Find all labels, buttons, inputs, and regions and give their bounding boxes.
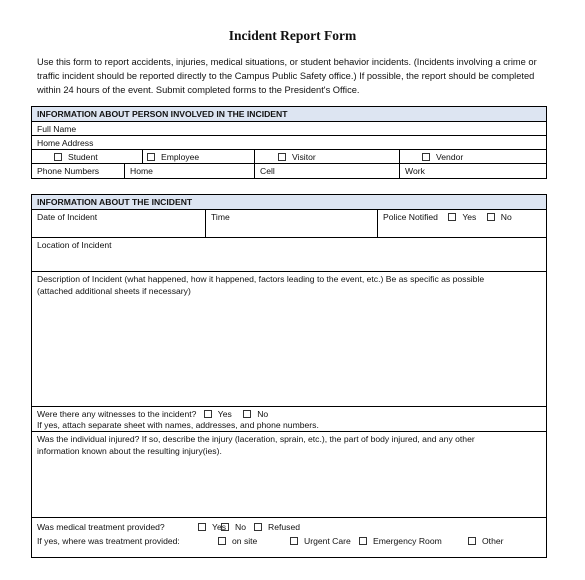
person-info-table xyxy=(31,106,547,179)
police-no-label: No xyxy=(500,212,512,222)
medical-row xyxy=(32,518,546,557)
employee-option[interactable] xyxy=(142,150,254,163)
cell-phone-label: Cell xyxy=(260,166,275,176)
urgent-care-option[interactable] xyxy=(290,536,351,546)
police-notified-field xyxy=(377,210,546,237)
urgent-care-checkbox[interactable] xyxy=(290,537,298,545)
description-row[interactable] xyxy=(32,272,546,407)
visitor-checkbox[interactable] xyxy=(278,153,286,161)
description-prompt xyxy=(32,272,546,299)
injury-line: Was the individual injured? If so, describe the injury (laceration, sprain, etc.), the part of body injured, and any other xyxy=(37,434,475,444)
student-checkbox[interactable] xyxy=(54,153,62,161)
medical-refused-option[interactable] xyxy=(254,522,300,532)
location-label: Location of Incident xyxy=(37,240,112,250)
on-site-option[interactable] xyxy=(218,536,257,546)
medical-no-checkbox[interactable] xyxy=(221,523,229,531)
incident-section-header: INFORMATION ABOUT THE INCIDENT xyxy=(32,195,546,210)
police-yes-label: Yes xyxy=(462,212,477,222)
witnesses-no-checkbox[interactable] xyxy=(243,410,251,418)
injury-prompt xyxy=(32,432,546,459)
emergency-room-option[interactable] xyxy=(359,536,442,546)
incident-info-table xyxy=(31,194,547,558)
witnesses-note: If yes, attach separate sheet with names, addresses, and phone numbers. xyxy=(37,420,319,430)
employee-label: Employee xyxy=(161,152,200,162)
witnesses-no-label: No xyxy=(257,409,269,419)
description-line: Description of Incident (what happened, how it happened, factors leading to the event, etc.) Be as specific as possible xyxy=(37,274,485,284)
location-row[interactable] xyxy=(32,238,546,272)
other-label: Other xyxy=(482,536,504,546)
home-address-row[interactable] xyxy=(32,136,546,150)
cell-phone-field[interactable] xyxy=(254,164,399,178)
medical-no-label: No xyxy=(235,522,246,532)
work-phone-label: Work xyxy=(405,166,425,176)
description-line: (attached additional sheets if necessary) xyxy=(37,285,191,296)
time-field[interactable] xyxy=(205,210,377,237)
date-time-row xyxy=(32,210,546,238)
witnesses-yes-label: Yes xyxy=(217,409,232,419)
home-phone-label: Home xyxy=(130,166,153,176)
vendor-checkbox[interactable] xyxy=(422,153,430,161)
home-phone-field[interactable] xyxy=(124,164,254,178)
medical-no-option[interactable] xyxy=(221,522,246,532)
witnesses-row xyxy=(32,407,546,432)
medical-yes-label: Yes xyxy=(212,522,227,532)
police-notified-label: Police Notified xyxy=(383,212,438,222)
time-label: Time xyxy=(211,212,230,222)
police-yes-checkbox[interactable] xyxy=(448,213,456,221)
date-field[interactable] xyxy=(32,210,205,237)
vendor-label: Vendor xyxy=(436,152,464,162)
other-checkbox[interactable] xyxy=(468,537,476,545)
witnesses-block xyxy=(32,407,546,433)
witnesses-yes-checkbox[interactable] xyxy=(204,410,212,418)
emergency-room-checkbox[interactable] xyxy=(359,537,367,545)
full-name-label: Full Name xyxy=(37,124,77,134)
police-yes-option[interactable] xyxy=(448,212,476,222)
police-no-option[interactable] xyxy=(487,212,512,222)
intro-line: traffic incident should be reported directly to the Campus Public Safety office.) If possible, the report should be completed xyxy=(37,71,535,82)
medical-yes-checkbox[interactable] xyxy=(198,523,206,531)
injury-line: information known about the resulting injury(ies). xyxy=(37,445,222,456)
intro-line: Use this form to report accidents, injuries, medical situations, or student behavior incidents. (Incidents involving a crime or xyxy=(37,57,537,67)
medical-question: Was medical treatment provided? xyxy=(37,522,165,532)
witnesses-question: Were there any witnesses to the incident? xyxy=(37,409,197,419)
phone-row xyxy=(32,164,546,178)
person-type-row xyxy=(32,150,546,164)
student-label: Student xyxy=(68,152,98,162)
intro-line: within 24 hours of the event. Submit completed forms to the President's Office. xyxy=(37,85,360,96)
full-name-row[interactable] xyxy=(32,122,546,136)
date-label: Date of Incident xyxy=(37,212,98,222)
witnesses-no-option[interactable] xyxy=(243,409,268,419)
employee-checkbox[interactable] xyxy=(147,153,155,161)
student-option[interactable] xyxy=(32,150,142,163)
urgent-care-label: Urgent Care xyxy=(304,536,351,546)
emergency-room-label: Emergency Room xyxy=(373,536,442,546)
medical-refused-label: Refused xyxy=(268,522,301,532)
home-address-label: Home Address xyxy=(37,138,94,148)
person-section-header: INFORMATION ABOUT PERSON INVOLVED IN THE INCIDENT xyxy=(32,107,546,122)
on-site-checkbox[interactable] xyxy=(218,537,226,545)
vendor-option[interactable] xyxy=(399,150,546,163)
visitor-option[interactable] xyxy=(254,150,399,163)
police-no-checkbox[interactable] xyxy=(487,213,495,221)
on-site-label: on site xyxy=(232,536,258,546)
medical-refused-checkbox[interactable] xyxy=(254,523,262,531)
form-title: Incident Report Form xyxy=(228,28,357,43)
phone-numbers-label: Phone Numbers xyxy=(37,166,100,176)
treatment-location-question: If yes, where was treatment provided: xyxy=(37,536,180,546)
work-phone-field[interactable] xyxy=(399,164,546,178)
injury-row[interactable] xyxy=(32,432,546,518)
visitor-label: Visitor xyxy=(292,152,316,162)
other-option[interactable] xyxy=(468,536,504,546)
intro-text xyxy=(37,55,552,98)
witnesses-yes-option[interactable] xyxy=(204,409,232,419)
